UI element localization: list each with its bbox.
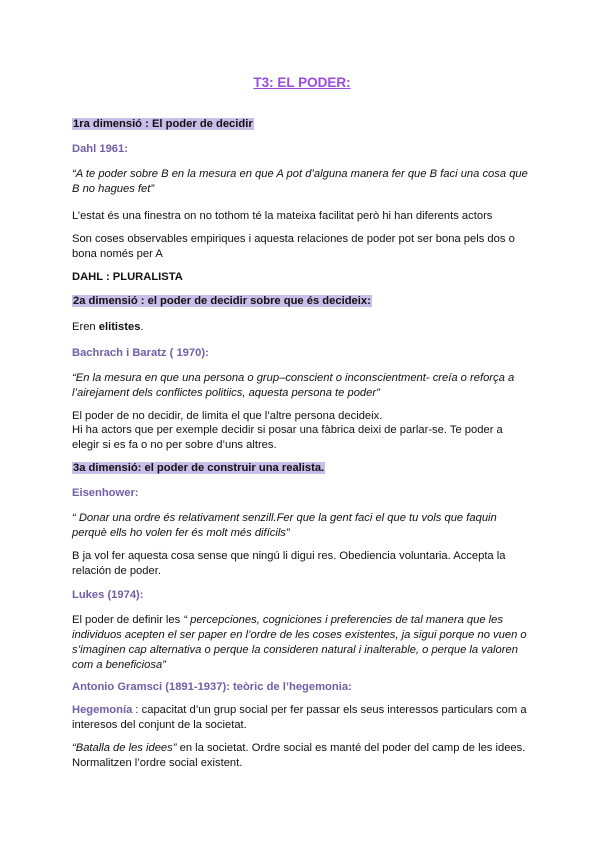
quote-bachrach-baratz: “En la mesura en que una persona o grup–conscient o inconscientment- creía o reforça a l’airejament dels conflictes politiics, aquesta persona te poder” [72,372,515,399]
section-heading-2: 2a dimensió : el poder de decidir sobre que és decideix: [73,295,371,307]
paragraph-elitistes: Eren elitistes. [72,321,144,333]
author-bachrach-baratz: Bachrach i Baratz ( 1970): [72,347,209,359]
label-pluralista: DAHL : PLURALISTA [72,271,183,283]
author-dahl: Dahl 1961: [72,143,128,155]
author-lukes: Lukes (1974): [72,589,144,601]
section-heading-1: 1ra dimensió : El poder de decidir [73,118,253,130]
author-eisenhower: Eisenhower: [72,487,139,499]
section-heading-3: 3a dimensió: el poder de construir una realista. [73,462,325,474]
paragraph-hegemonia: Hegemonía : capacitat d’un grup social per fer passar els seus interessos particulars com a interesos del conjunt de la societat. [72,704,527,731]
paragraph-estat: L’estat és una finestra on no tothom té la mateixa facilitat però hi han diferents actors [72,210,493,222]
paragraph-batalla: “Batalla de les idees” en la societat. Ordre social es manté del poder del camp de les idees. Normalitzen l’ordre social existent. [72,742,526,769]
quote-dahl: “A te poder sobre B en la mesura en que A pot d’alguna manera fer que B faci una cosa que B no hagues fet” [72,168,528,195]
paragraph-observables: Son coses observables empiriques i aquesta relaciones de poder pot ser bona pels dos o bona només per A [72,233,515,260]
page-title: T3: EL PODER: [253,75,351,90]
quote-eisenhower: “ Donar una ordre és relativament senzill.Fer que la gent faci el que tu vols que faquin perquè ells ho volen fer és molt més difícils” [72,512,497,539]
paragraph-lukes: El poder de definir les “ percepciones, cogniciones i preferencies de tal manera que les individuos acepten el ser paper en l’ordre de les coses existentes, ja sigui porque no vuen o s’imaginen cap alternativa o perque la consideren natural i inalterable, o perque la valoren com a beneficiosa” [72,614,527,671]
paragraph-actors: Hi ha actors que per exemple decidir si posar una fàbrica deixi de parlar-se. Te poder a elegir si es fa o no per sobre d’uns altres. [72,424,503,451]
paragraph-no-decidir: El poder de no decidir, de limita el que l’altre persona decideix. [72,410,383,422]
heading-gramsci: Antonio Gramsci (1891-1937): teòric de l’hegemonia: [72,681,352,693]
paragraph-obediencia: B ja vol fer aquesta cosa sense que ningú li digui res. Obediencia voluntaria. Accepta la relación de poder. [72,550,506,577]
